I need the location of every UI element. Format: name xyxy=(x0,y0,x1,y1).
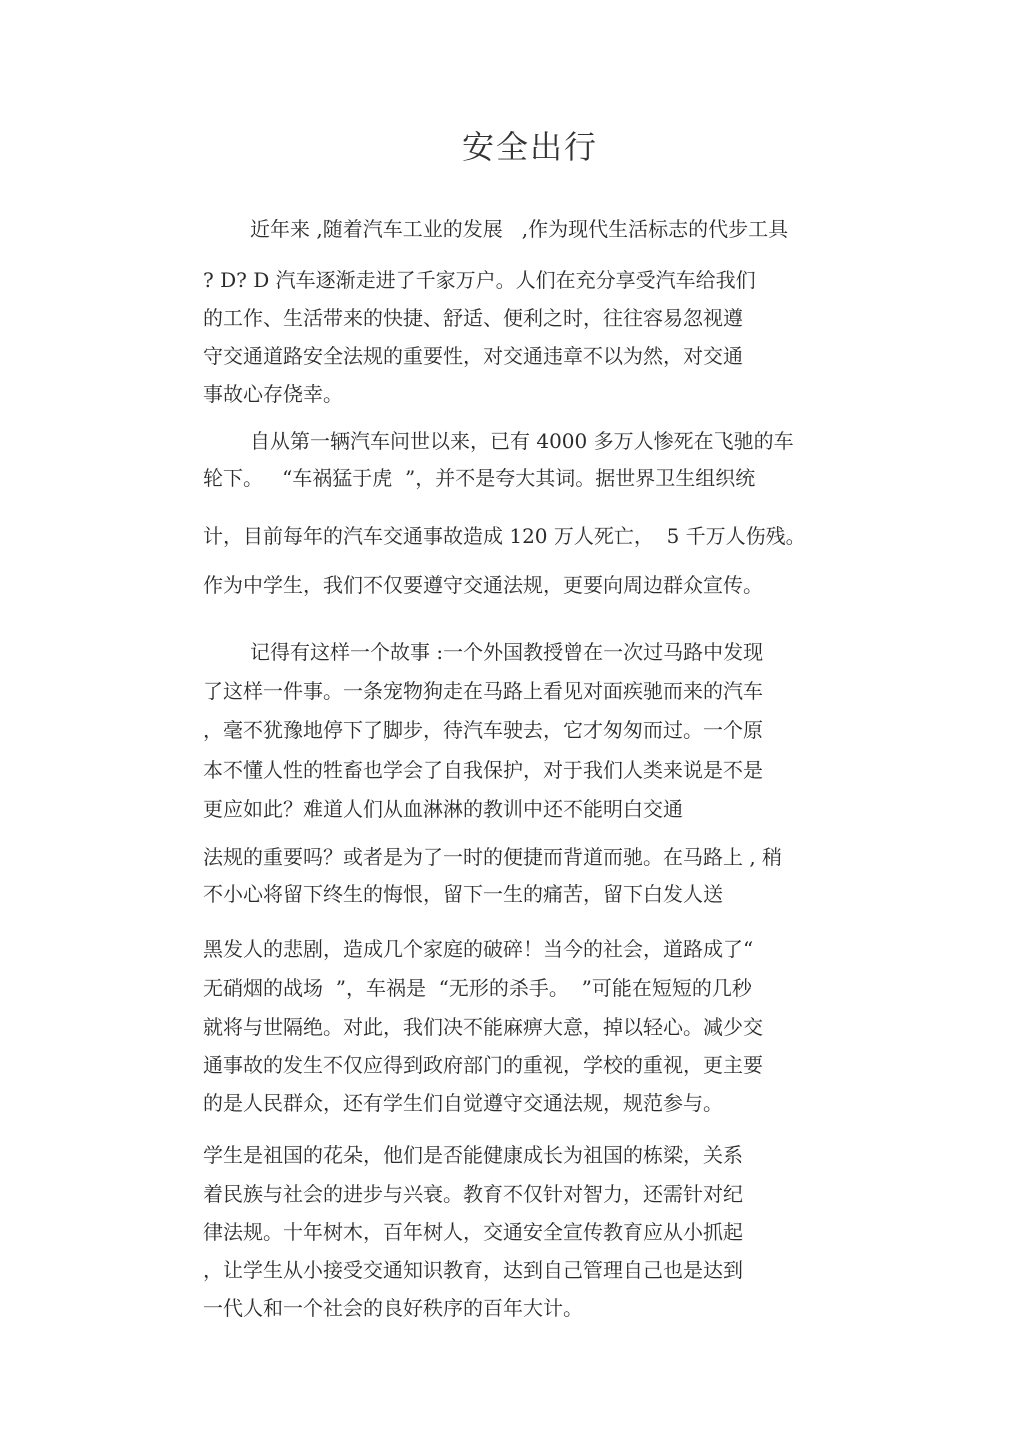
paragraph-line: 无硝烟的战场 ”，车祸是 “无形的杀手。 ”可能在短短的几秒 xyxy=(203,976,752,1000)
paragraph-line: 一代人和一个社会的良好秩序的百年大计。 xyxy=(203,1296,583,1320)
paragraph-line: 就将与世隔绝。对此，我们决不能麻痹大意，掉以轻心。减少交 xyxy=(203,1015,763,1039)
paragraph-line: ，让学生从小接受交通知识教育，达到自己管理自己也是达到 xyxy=(203,1258,743,1282)
paragraph-line: ? D? D 汽车逐渐走进了千家万户。人们在充分享受汽车给我们 xyxy=(203,268,756,292)
paragraph-line: 事故心存侥幸。 xyxy=(203,382,343,406)
paragraph-line: 守交通道路安全法规的重要性，对交通违章不以为然，对交通 xyxy=(203,344,743,368)
paragraph-line: 通事故的发生不仅应得到政府部门的重视，学校的重视，更主要 xyxy=(203,1053,763,1077)
paragraph-line: 黑发人的悲剧，造成几个家庭的破碎！当今的社会，道路成了“ xyxy=(203,937,754,961)
paragraph-line: 的工作、生活带来的快捷、舒适、便利之时，往往容易忽视遵 xyxy=(203,306,743,330)
paragraph-line: 记得有这样一个故事 :一个外国教授曾在一次过马路中发现 xyxy=(250,640,764,664)
paragraph-line: 更应如此？难道人们从血淋淋的教训中还不能明白交通 xyxy=(203,797,683,821)
paragraph-line: 不小心将留下终生的悔恨，留下一生的痛苦，留下白发人送 xyxy=(203,882,723,906)
paragraph-line: 了这样一件事。一条宠物狗走在马路上看见对面疾驰而来的汽车 xyxy=(203,679,763,703)
paragraph-line: 计，目前每年的汽车交通事故造成 120 万人死亡， 5 千万人伤残。 xyxy=(203,524,806,548)
paragraph-line: ，毫不犹豫地停下了脚步，待汽车驶去，它才匆匆而过。一个原 xyxy=(203,718,763,742)
paragraph-line: 学生是祖国的花朵，他们是否能健康成长为祖国的栋梁，关系 xyxy=(203,1143,743,1167)
paragraph-line: 着民族与社会的进步与兴衰。教育不仅针对智力，还需针对纪 xyxy=(203,1182,743,1206)
paragraph-line: 自从第一辆汽车问世以来，已有 4000 多万人惨死在飞驰的车 xyxy=(250,429,794,453)
paragraph-line: 法规的重要吗？或者是为了一时的便捷而背道而驰。在马路上 , 稍 xyxy=(203,845,783,869)
paragraph-line: 轮下。 “车祸猛于虎 ”，并不是夸大其词。据世界卫生组织统 xyxy=(203,466,756,490)
paragraph-line: 近年来 ,随着汽车工业的发展 ,作为现代生活标志的代步工具 xyxy=(250,217,789,241)
paragraph-line: 的是人民群众，还有学生们自觉遵守交通法规，规范参与。 xyxy=(203,1091,723,1115)
paragraph-line: 律法规。十年树木，百年树人，交通安全宣传教育应从小抓起 xyxy=(203,1220,743,1244)
paragraph-line: 本不懂人性的牲畜也学会了自我保护，对于我们人类来说是不是 xyxy=(203,758,763,782)
page-title: 安全出行 xyxy=(461,128,598,166)
paragraph-line: 作为中学生，我们不仅要遵守交通法规，更要向周边群众宣传。 xyxy=(203,573,763,597)
